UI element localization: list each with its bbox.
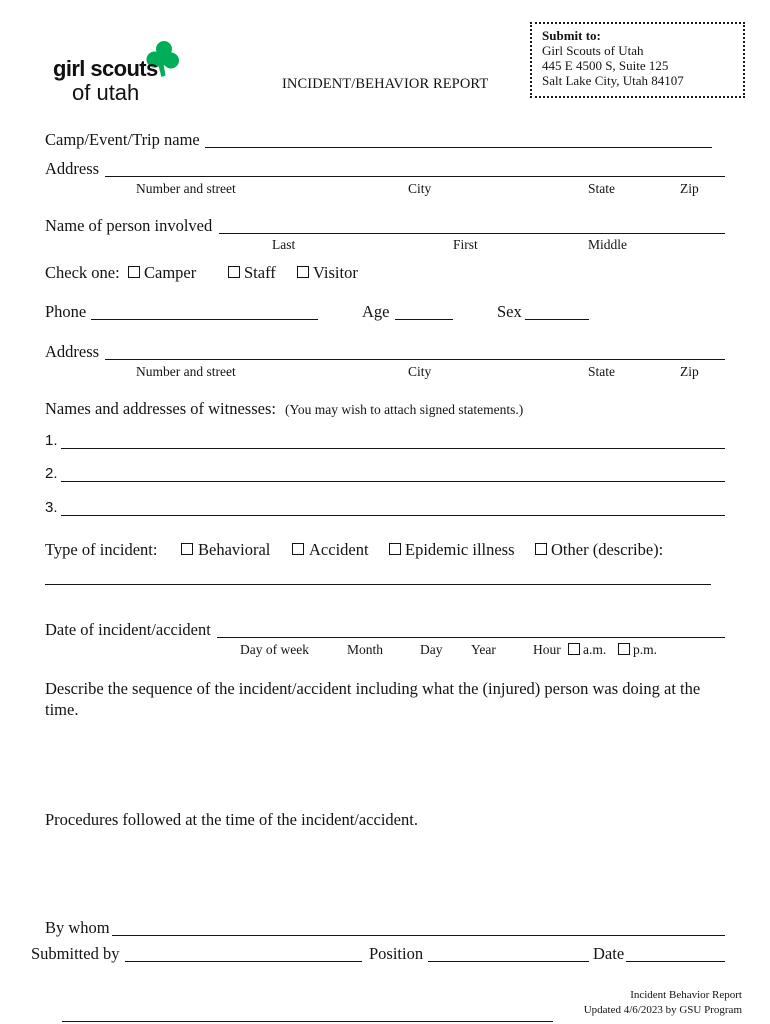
date-sublabel-month: Month — [347, 642, 384, 657]
address-sublabel-street: Number and street — [136, 181, 236, 196]
other-option-label: Other (describe): — [551, 540, 664, 559]
date-sublabel-hour: Hour — [533, 642, 561, 657]
age-label: Age — [362, 302, 390, 321]
other-describe-field[interactable] — [45, 566, 711, 585]
behavioral-option-label: Behavioral — [198, 540, 271, 559]
behavioral-checkbox[interactable] — [181, 543, 193, 555]
date-sublabel-day: Day — [420, 642, 443, 657]
submit-to-line: 445 E 4500 S, Suite 125 — [542, 58, 669, 73]
am-checkbox[interactable] — [568, 643, 580, 655]
witness-field[interactable] — [61, 497, 725, 516]
submitted-by-label: Submitted by — [31, 944, 120, 963]
pm-option-label: p.m. — [633, 642, 658, 657]
submitted-by-field[interactable] — [125, 943, 362, 962]
procedures-response-area[interactable] — [45, 834, 725, 910]
date-signed-label: Date — [593, 944, 625, 963]
visitor-option-label: Visitor — [313, 263, 358, 282]
witnesses-note: (You may wish to attach signed statements.) — [285, 402, 524, 417]
accident-option-label: Accident — [309, 540, 369, 559]
person-name-label: Name of person involved — [45, 216, 213, 235]
phone-field[interactable] — [91, 301, 318, 320]
address-sublabel-city: City — [408, 364, 432, 379]
position-label: Position — [369, 944, 424, 963]
witness-number: 1. — [45, 432, 58, 449]
describe-sequence-response-area[interactable] — [45, 722, 725, 802]
person-sublabel-last: Last — [272, 237, 296, 252]
camp-event-trip-field[interactable] — [205, 129, 712, 148]
submit-to-heading: Submit to: — [542, 28, 601, 43]
date-sublabel-day-of-week: Day of week — [240, 642, 309, 657]
camper-checkbox[interactable] — [128, 266, 140, 278]
camp-event-trip-label: Camp/Event/Trip name — [45, 130, 200, 149]
epidemic-illness-checkbox[interactable] — [389, 543, 401, 555]
sex-label: Sex — [497, 302, 522, 321]
logo-text-line1: girl scouts — [53, 56, 158, 81]
by-whom-field[interactable] — [112, 917, 725, 936]
footer-divider — [62, 1021, 553, 1022]
procedures-prompt: Procedures followed at the time of the incident/accident. — [45, 810, 418, 829]
witness-number: 3. — [45, 499, 58, 516]
date-signed-field[interactable] — [626, 943, 725, 962]
incident-date-field[interactable] — [217, 619, 725, 638]
address-label: Address — [45, 159, 100, 178]
staff-option-label: Staff — [244, 263, 276, 282]
person-sublabel-middle: Middle — [588, 237, 627, 252]
check-one-label: Check one: — [45, 263, 120, 282]
describe-sequence-prompt: Describe the sequence of the incident/accident including what the (injured) person was doing at the time. — [45, 679, 701, 719]
address-sublabel-city: City — [408, 181, 432, 196]
person-name-field[interactable] — [219, 215, 725, 234]
address-label: Address — [45, 342, 100, 361]
other-checkbox[interactable] — [535, 543, 547, 555]
incident-type-label: Type of incident: — [45, 540, 158, 559]
address-sublabel-state: State — [588, 181, 615, 196]
witnesses-label: Names and addresses of witnesses: — [45, 399, 276, 418]
age-field[interactable] — [395, 301, 453, 320]
date-sublabel-year: Year — [471, 642, 496, 657]
pm-checkbox[interactable] — [618, 643, 630, 655]
am-option-label: a.m. — [583, 642, 607, 657]
submit-to-line: Salt Lake City, Utah 84107 — [542, 73, 684, 88]
address-field[interactable] — [105, 341, 725, 360]
visitor-checkbox[interactable] — [297, 266, 309, 278]
footer-updated: Updated 4/6/2023 by GSU Program — [583, 1004, 742, 1016]
submit-to-line: Girl Scouts of Utah — [542, 43, 644, 58]
witness-field[interactable] — [61, 430, 725, 449]
address-sublabel-zip: Zip — [680, 181, 699, 196]
address-sublabel-street: Number and street — [136, 364, 236, 379]
staff-checkbox[interactable] — [228, 266, 240, 278]
epidemic-illness-option-label: Epidemic illness — [405, 540, 515, 559]
footer-doc-name: Incident Behavior Report — [630, 989, 742, 1001]
address-field[interactable] — [105, 158, 725, 177]
address-sublabel-zip: Zip — [680, 364, 699, 379]
witness-number: 2. — [45, 465, 58, 482]
person-sublabel-first: First — [453, 237, 478, 252]
page-title: INCIDENT/BEHAVIOR REPORT — [282, 76, 489, 92]
phone-label: Phone — [45, 302, 87, 321]
sex-field[interactable] — [525, 301, 589, 320]
incident-date-label: Date of incident/accident — [45, 620, 211, 639]
logo-text-line2: of utah — [72, 80, 140, 105]
position-field[interactable] — [428, 943, 589, 962]
by-whom-label: By whom — [45, 918, 110, 937]
address-sublabel-state: State — [588, 364, 615, 379]
accident-checkbox[interactable] — [292, 543, 304, 555]
witness-field[interactable] — [61, 463, 725, 482]
camper-option-label: Camper — [144, 263, 197, 282]
